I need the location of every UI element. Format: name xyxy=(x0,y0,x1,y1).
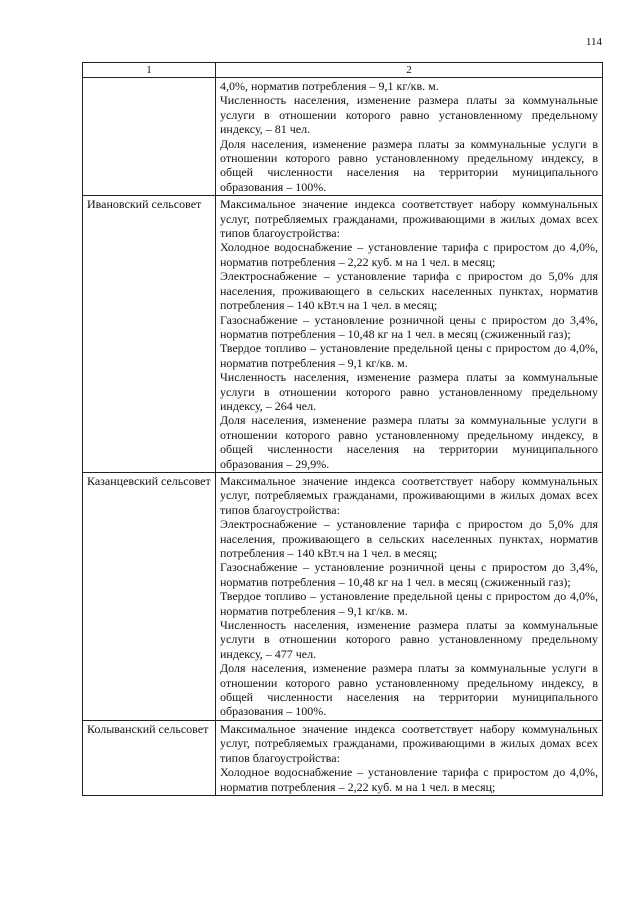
paragraph: Максимальное значение индекса соответствует набору коммунальных услуг, потребляемых гражданами, проживающими в жилых домах всех типов благоустройства: xyxy=(220,197,598,241)
paragraph: Численность населения, изменение размера платы за коммунальные услуги в отношении которого равно установленному предельному индексу, – 477 чел. xyxy=(220,618,598,661)
municipality-name: Казанцевский сельсовет xyxy=(83,472,216,720)
municipality-name: Ивановский сельсовет xyxy=(83,196,216,473)
column-header-2: 2 xyxy=(216,63,603,78)
paragraph: Газоснабжение – установление розничной цены с приростом до 3,4%, норматив потребления – 10,48 кг на 1 чел. в месяц (сжиженный газ); xyxy=(220,312,598,341)
paragraph: Доля населения, изменение размера платы за коммунальные услуги в отношении которого равно установленному предельному индексу, в общей численности населения на территории муниципального образования – 100%. xyxy=(220,661,598,719)
table-header-row xyxy=(83,63,603,78)
table-row xyxy=(83,720,603,795)
paragraph: Электроснабжение – установление тарифа с приростом до 5,0% для населения, проживающего в сельских населенных пунктах, норматив потребления – 140 кВт.ч на 1 чел. в месяц; xyxy=(220,517,598,560)
table-row xyxy=(83,472,603,720)
table-row xyxy=(83,78,603,196)
paragraph: Численность населения, изменение размера платы за коммунальные услуги в отношении которого равно установленному предельному индексу, – 81 чел. xyxy=(220,93,598,137)
paragraph: Максимальное значение индекса соответствует набору коммунальных услуг, потребляемых гражданами, проживающими в жилых домах всех типов благоустройства: xyxy=(220,721,598,765)
row-description xyxy=(216,78,603,196)
municipality-name xyxy=(83,78,216,196)
row-description xyxy=(216,472,603,720)
paragraph: Численность населения, изменение размера платы за коммунальные услуги в отношении которого равно установленному предельному индексу, – 264 чел. xyxy=(220,370,598,413)
municipal-index-table xyxy=(82,62,603,796)
paragraph: Доля населения, изменение размера платы за коммунальные услуги в отношении которого равно установленному предельному индексу, в общей численности населения на территории муниципального образования – 29,9%. xyxy=(220,413,598,471)
paragraph: Газоснабжение – установление розничной цены с приростом до 3,4%, норматив потребления – 10,48 кг на 1 чел. в месяц (сжиженный газ); xyxy=(220,560,598,589)
page-number: 114 xyxy=(585,36,602,48)
municipality-name: Колыванский сельсовет xyxy=(83,720,216,795)
paragraph: Твердое топливо – установление предельной цены с приростом до 4,0%, норматив потребления – 9,1 кг/кв. м. xyxy=(220,589,598,618)
row-description xyxy=(216,720,603,795)
row-description xyxy=(216,196,603,473)
paragraph: 4,0%, норматив потребления – 9,1 кг/кв. м. xyxy=(220,79,439,93)
column-header-1: 1 xyxy=(83,63,216,78)
paragraph: Электроснабжение – установление тарифа с приростом до 5,0% для населения, проживающего в сельских населенных пунктах, норматив потребления – 140 кВт.ч на 1 чел. в месяц; xyxy=(220,269,598,313)
paragraph: Твердое топливо – установление предельной цены с приростом до 4,0%, норматив потребления – 9,1 кг/кв. м. xyxy=(220,341,598,370)
paragraph: Доля населения, изменение размера платы за коммунальные услуги в отношении которого равно установленному предельному индексу, в общей численности населения на территории муниципального образования – 100%. xyxy=(220,136,598,194)
paragraph: Холодное водоснабжение – установление тарифа с приростом до 4,0%, норматив потребления – 2,22 куб. м на 1 чел. в месяц; xyxy=(220,240,598,269)
paragraph: Холодное водоснабжение – установление тарифа с приростом до 4,0%, норматив потребления – 2,22 куб. м на 1 чел. в месяц; xyxy=(220,765,598,794)
paragraph: Максимальное значение индекса соответствует набору коммунальных услуг, потребляемых гражданами, проживающими в жилых домах всех типов благоустройства: xyxy=(220,473,598,517)
table-row xyxy=(83,196,603,473)
